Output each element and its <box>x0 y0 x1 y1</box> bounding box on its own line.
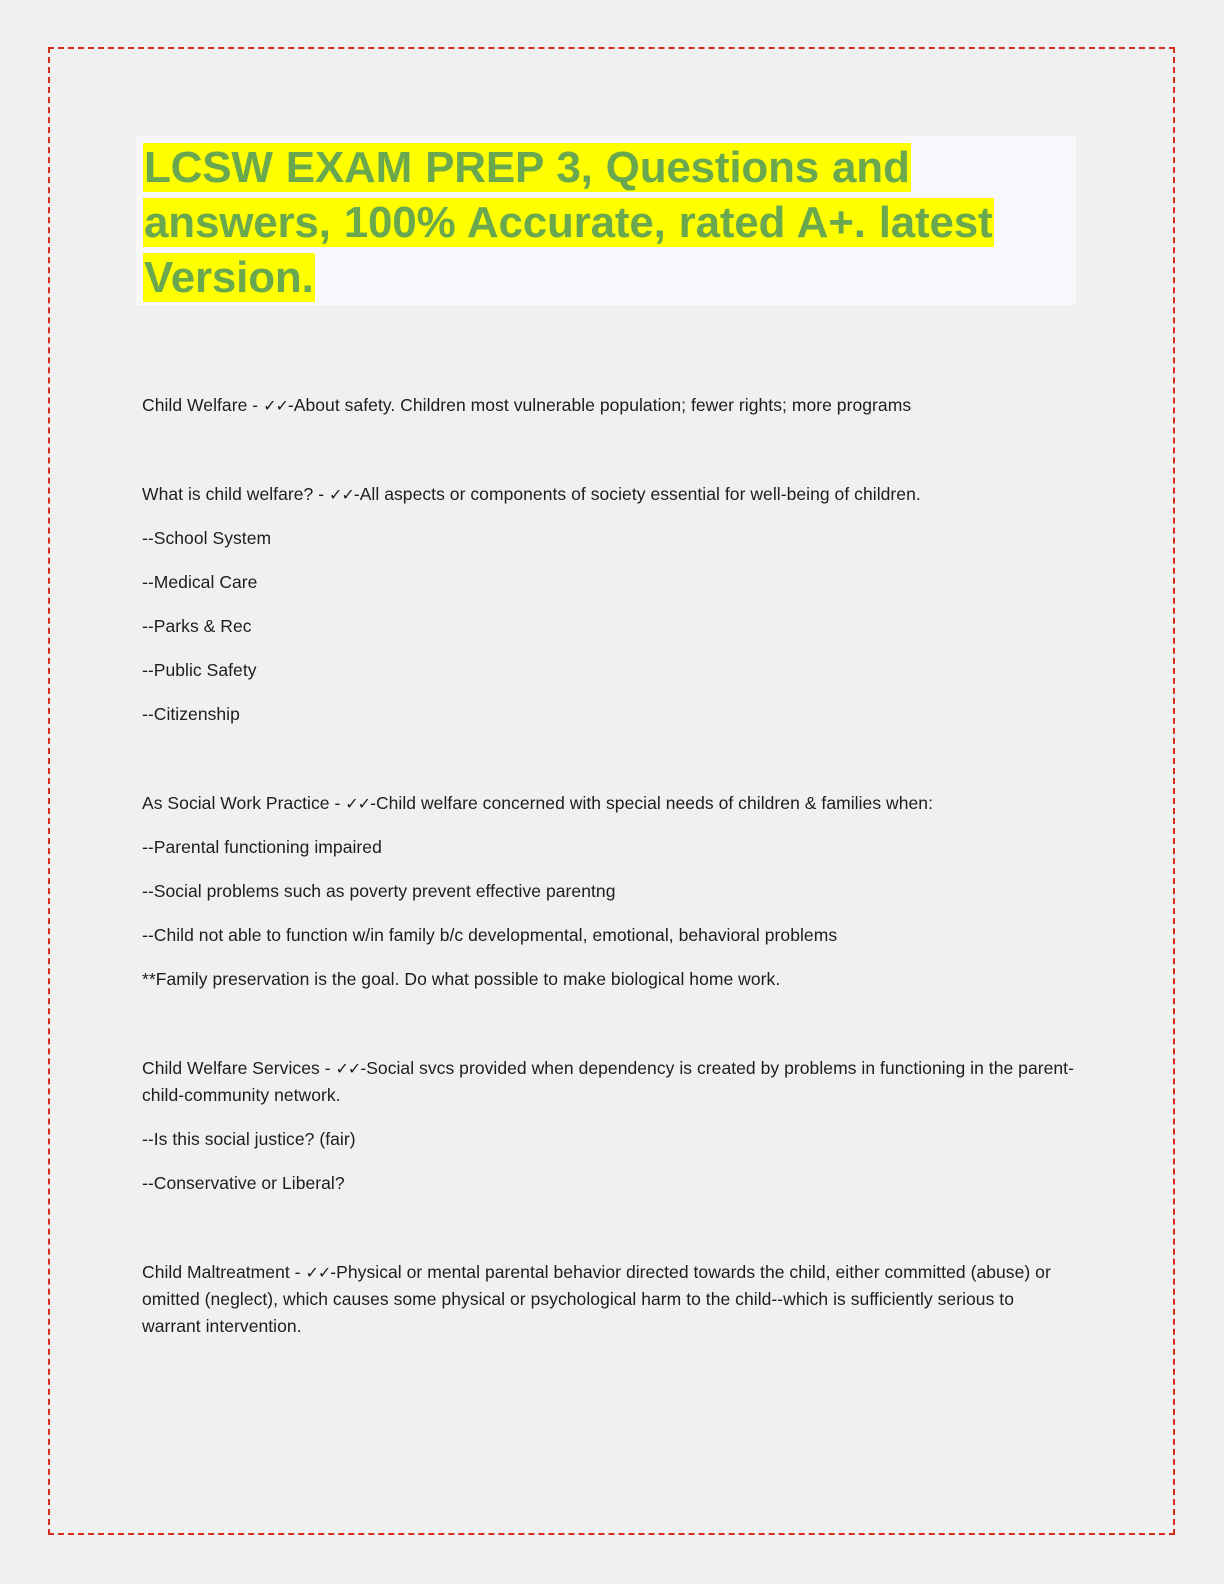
qa-definition: -Physical or mental parental behavior directed towards the child, either committed (abuse) or omitted (neglect), which causes some physical or psychological harm to the child--which is sufficiently serious to warrant intervention. <box>142 1262 1051 1336</box>
checkmark-icon: ✓✓ <box>335 1059 361 1078</box>
document-body <box>142 392 1077 1340</box>
qa-line <box>142 392 1077 419</box>
qa-section-child-welfare <box>142 392 1077 419</box>
qa-term: Child Welfare Services - <box>142 1058 336 1078</box>
line-spacer <box>142 817 1077 834</box>
section-spacer <box>142 993 1077 1055</box>
page-title-text: LCSW EXAM PREP 3, Questions and answers, 100% Accurate, rated A+. latest Version. <box>144 143 993 302</box>
checkmark-icon: ✓✓ <box>305 1263 331 1282</box>
checkmark-icon: ✓✓ <box>345 794 371 813</box>
list-item: --Parks & Rec <box>142 616 252 636</box>
qa-section-what-is-child-welfare <box>142 481 1077 728</box>
line-spacer <box>142 508 1077 525</box>
line-spacer <box>142 861 1077 878</box>
section-spacer <box>142 419 1077 481</box>
qa-definition: -About safety. Children most vulnerable population; fewer rights; more programs <box>287 395 912 415</box>
qa-line <box>142 481 1077 508</box>
qa-term: Child Welfare - <box>142 395 264 415</box>
list-item: --Social problems such as poverty prevent effective parentng <box>142 881 616 901</box>
qa-term: Child Maltreatment - <box>142 1262 306 1282</box>
line-spacer <box>142 640 1077 657</box>
list-item: --Citizenship <box>142 704 240 724</box>
qa-line <box>142 1055 1077 1109</box>
line-spacer <box>142 684 1077 701</box>
line-spacer <box>142 596 1077 613</box>
qa-line <box>142 790 1077 817</box>
qa-section-as-social-work-practice <box>142 790 1077 993</box>
checkmark-icon: ✓✓ <box>329 485 354 504</box>
list-item: --Conservative or Liberal? <box>142 1173 345 1193</box>
qa-section-child-welfare-services <box>142 1055 1077 1197</box>
section-spacer <box>142 728 1077 790</box>
document-title-block <box>143 140 1078 305</box>
qa-definition: -Child welfare concerned with special needs of children & families when: <box>370 793 933 813</box>
page-title <box>143 140 1078 305</box>
list-item: --Is this social justice? (fair) <box>142 1129 356 1149</box>
qa-term: What is child welfare? - <box>142 484 330 504</box>
section-spacer <box>142 1197 1077 1259</box>
list-item: --Child not able to function w/in family b/c developmental, emotional, behavioral problems <box>142 925 838 945</box>
list-item: --School System <box>142 528 272 548</box>
qa-section-child-maltreatment <box>142 1259 1077 1340</box>
list-item: --Medical Care <box>142 572 258 592</box>
checkmark-icon: ✓✓ <box>263 396 288 415</box>
line-spacer <box>142 552 1077 569</box>
list-item: --Parental functioning impaired <box>142 837 382 857</box>
line-spacer <box>142 1109 1077 1126</box>
list-item-note: **Family preservation is the goal. Do what possible to make biological home work. <box>142 969 781 989</box>
line-spacer <box>142 1153 1077 1170</box>
qa-definition: -Social svcs provided when dependency is created by problems in functioning in the parent-child-community network. <box>142 1058 1074 1105</box>
line-spacer <box>142 949 1077 966</box>
qa-line <box>142 1259 1077 1340</box>
list-item: --Public Safety <box>142 660 257 680</box>
qa-definition: -All aspects or components of society essential for well-being of children. <box>353 484 921 504</box>
qa-term: As Social Work Practice - <box>142 793 346 813</box>
line-spacer <box>142 905 1077 922</box>
